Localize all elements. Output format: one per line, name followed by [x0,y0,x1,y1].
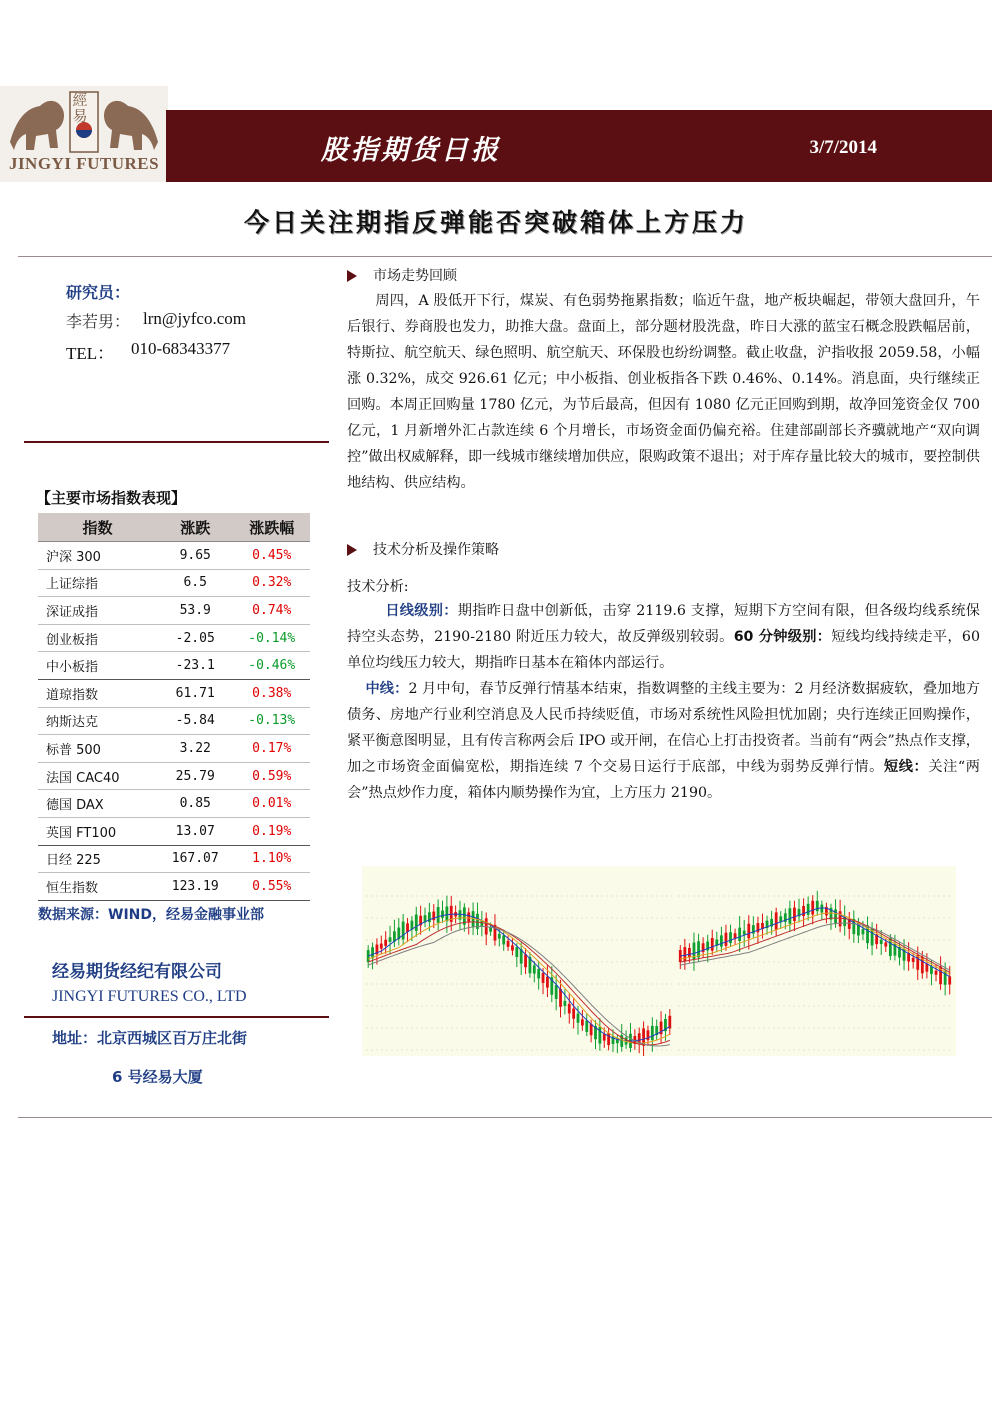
index-pct: 0.59% [233,762,310,790]
analyst-email[interactable]: lrn@jyfco.com [143,309,246,328]
mid-label: 中线： [365,681,409,697]
column-header: 涨跌 [157,513,234,542]
table-row [38,817,310,845]
index-pct: 0.32% [233,569,310,597]
technical-analysis-text [347,598,980,676]
technical-analysis-label: 技术分析: [347,579,409,595]
index-change: -2.05 [157,624,234,652]
section-title: 市场走势回顾 [373,268,457,284]
index-name: 标普 500 [38,735,157,763]
report-date: 3/7/2014 [809,137,877,158]
table-row [38,790,310,818]
candlestick-charts [362,866,956,1056]
logo-mark: 經易 [72,91,88,125]
index-name: 上证综指 [38,569,157,597]
tel-value: 010-68343377 [131,339,231,358]
company-address-building: 6 号经易大厦 [112,1068,203,1086]
divider [18,256,992,257]
divider [18,1117,992,1118]
short-label: 短线： [883,759,929,775]
index-change: 9.65 [157,542,234,570]
divider [24,1016,329,1018]
index-change: 123.19 [157,873,234,901]
index-pct: 0.74% [233,597,310,625]
section-heading-technical [347,539,499,559]
index-name: 纳斯达克 [38,707,157,735]
short-text: 关注“两会”热点炒作力度，箱体内顺势操作为宜，上方压力 2190。 [347,759,980,801]
index-pct: -0.46% [233,652,310,680]
table-row [38,597,310,625]
index-change: 61.71 [157,679,234,707]
index-name: 恒生指数 [38,873,157,901]
arrow-bullet-icon [347,544,357,556]
market-index-table [38,513,310,901]
column-header: 指数 [38,513,157,542]
table-title: 【主要市场指数表现】 [36,489,187,507]
daily-text: 期指昨日盘中创新低，击穿 2119.6 支撑，短期下方空间有限，但各级均线系统保持空头态势，2190-2180 附近压力较大，故反弹级别较弱。 [347,603,980,645]
table-row [38,679,310,707]
table-row [38,762,310,790]
company-name-en: JINGYI FUTURES CO., LTD [52,988,247,1005]
index-change: 167.07 [157,845,234,873]
table-row [38,542,310,570]
index-pct: -0.13% [233,707,310,735]
index-change: 0.85 [157,790,234,818]
index-pct: 0.17% [233,735,310,763]
index-change: 3.22 [157,735,234,763]
index-pct: 1.10% [233,845,310,873]
index-name: 中小板指 [38,652,157,680]
table-row [38,707,310,735]
candlestick-chart-image [362,866,956,1056]
index-name: 英国 FT100 [38,817,157,845]
company-address: 地址：北京西城区百万庄北街 [52,1029,248,1047]
index-name: 法国 CAC40 [38,762,157,790]
index-pct: -0.14% [233,624,310,652]
report-title: 股指期货日报 [321,135,501,166]
mid-term-text [347,676,980,806]
index-change: 25.79 [157,762,234,790]
index-name: 日经 225 [38,845,157,873]
index-name: 德国 DAX [38,790,157,818]
index-pct: 0.38% [233,679,310,707]
section-heading-market-review [347,265,457,285]
header-banner [166,110,992,182]
index-change: 13.07 [157,817,234,845]
table-row [38,624,310,652]
index-change: 6.5 [157,569,234,597]
tel-label: TEL： [66,344,115,363]
company-name-cn: 经易期货经纪有限公司 [52,962,222,982]
min60-text: 短线均线持续走平，60 单位均线压力较大，期指昨日基本在箱体内部运行。 [347,629,980,671]
min60-label: 60 分钟级别： [733,629,832,645]
index-change: -5.84 [157,707,234,735]
index-name: 深证成指 [38,597,157,625]
data-source: 数据来源：WIND，经易金融事业部 [38,907,264,923]
table-header-row [38,513,310,542]
index-change: -23.1 [157,652,234,680]
index-change: 53.9 [157,597,234,625]
arrow-bullet-icon [347,270,357,282]
daily-label: 日线级别： [385,603,458,619]
mid-text: 2 月中旬，春节反弹行情基本结束，指数调整的主线主要为：2 月经济数据疲软，叠加地方债务、房地产行业利空消息及人民币持续贬值，市场对系统性风险担忧加剧；央行连续正回购操作，紧平衡意图明显，且有传言称两会后 IPO 或开闸，在信心上打击投资者。当前有“两会”热点作支撑，加之市场资金面偏宽松，期指连续 7 个交易日运行于底部，中线为弱势反弹行情。 [347,681,980,775]
column-header: 涨跌幅 [233,513,310,542]
index-name: 沪深 300 [38,542,157,570]
company-logo [0,86,168,182]
index-pct: 0.01% [233,790,310,818]
logo-text: JINGYI FUTURES [8,154,160,173]
section-title: 技术分析及操作策略 [373,542,499,558]
analyst-name: 李若男： [66,312,131,331]
divider [24,441,329,443]
table-row [38,652,310,680]
table-row [38,569,310,597]
index-name: 道琼指数 [38,679,157,707]
table-row [38,735,310,763]
index-pct: 0.45% [233,542,310,570]
index-pct: 0.55% [233,873,310,901]
table-row [38,845,310,873]
index-name: 创业板指 [38,624,157,652]
table-row [38,873,310,901]
index-pct: 0.19% [233,817,310,845]
analyst-label: 研究员： [66,283,131,302]
market-review-text: 周四，A 股低开下行，煤炭、有色弱势拖累指数；临近午盘，地产板块崛起，带领大盘回升，午后银行、券商股也发力，助推大盘。盘面上，部分题材股洗盘，昨日大涨的蓝宝石概念股跌幅居前，特斯拉、航空航天、绿色照明、航空航天、环保股也纷纷调整。截止收盘，沪指收报 2059.58，小幅涨 0.32%，成交 926.61 亿元；中小板指、创业板指各下跌 0.46%、0.14%。消息面，央行继续正回购。本周正回购量 1780 亿元，为节后最高，但因有 1080 亿元正回购到期，故净回笼资金仅 700 亿元，1 月新增外汇占款连续 6 个月增长，市场资金面仍偏充裕。住建部副部长齐骥就地产“双向调控”做出权威解释，即一线城市继续增加供应，限购政策不退出；对于库存量比较大的城市，要控制供地结构、供应结构。 [347,293,980,491]
headline: 今日关注期指反弹能否突破箱体上方压力 [243,208,748,237]
